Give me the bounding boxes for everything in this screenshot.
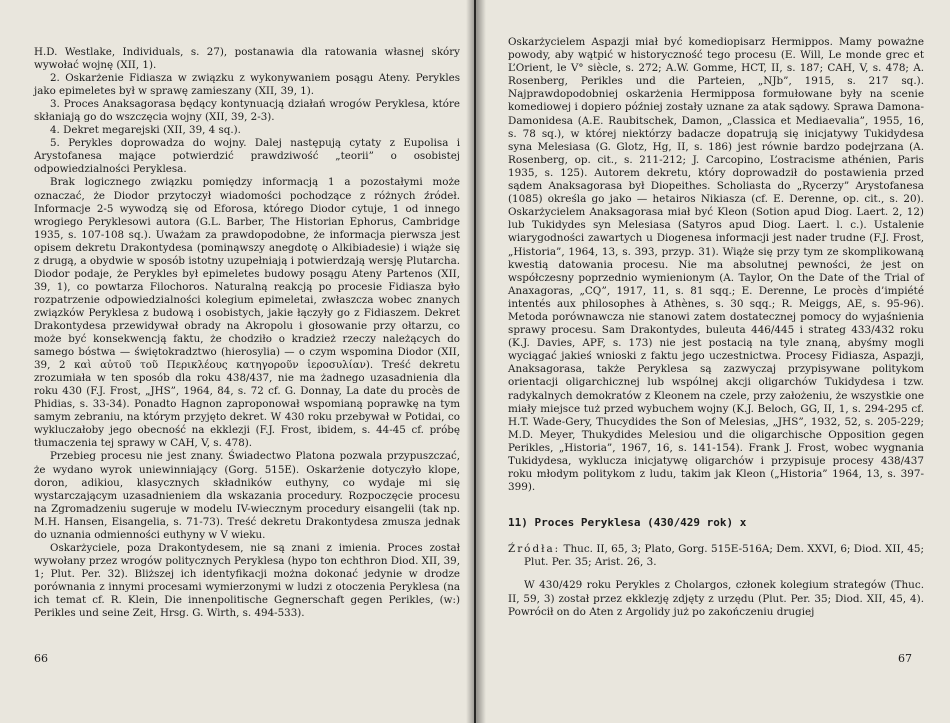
book-gutter bbox=[466, 0, 486, 723]
paragraph: W 430/429 roku Perykles z Cholargos, członek kolegium strategów (Thuc. II, 59, 3) został przez ekklezję zdjęty z urzędu (Plut. Per. 35; Diod. XII, 45, 4). Powrócił on do Aten z Argolidy już po zakończeniu drugiej bbox=[508, 579, 924, 618]
section-heading: 11) Proces Peryklesa (430/429 rok) x bbox=[508, 516, 747, 530]
paragraph: 5. Perykles doprowadza do wojny. Dalej następują cytaty z Eupolisa i Arystofanesa mające potwierdzić prawdziwość „teorii” o osobistej odpowiedzialności Peryklesa. bbox=[34, 137, 460, 176]
paragraph: Oskarżyciele, poza Drakontydesem, nie są znani z imienia. Proces został wywołany przez wrogów politycznych Peryklesa (hypo ton echthron Diod. XII, 39, 1; Plut. Per. 32). Bliższej ich identyfikacji można dokonać jedynie w drodze porównania z innymi procesami wymierzonymi w ludzi z otoczenia Peryklesa (na ich temat cf. R. Klein, Die innenpolitische Gegnerschaft gegen Perikles, (w:) Perikles und seine Zeit, Hrsg. G. Wirth, s. 494-533). bbox=[34, 541, 460, 620]
sources-text: Thuc. II, 65, 3; Plato, Gorg. 515E-516A; Dem. XXVI, 6; Diod. XII, 45; Plut. Per. 35; Arist. 26, 3. bbox=[524, 543, 924, 569]
page-number: 66 bbox=[34, 652, 48, 665]
left-page bbox=[0, 0, 474, 723]
paragraph: 3. Proces Anaksagorasa będący kontynuacją działań wrogów Peryklesa, które skłaniają go do wszczęcia wojny (XII, 39, 2-3). bbox=[34, 98, 460, 124]
paragraph: H.D. Westlake, Individuals, s. 27), postanawia dla ratowania własnej skóry wywołać wojnę (XII, 1). bbox=[34, 46, 460, 72]
paragraph: Oskarżycielem Aspazji miał być komediopisarz Hermippos. Mamy poważne powody, aby wątpić w historyczność tego procesu (E. Will, Le monde grec et L’Orient, le V° siècle, s. 272; A.W. Gomme, HCT, II, s. 187; CAH, V, s. 478; A. Rosenberg, Perikles und die Parteien, „NJb”, 1915, s. 217 sq.). Najprawdopodobniej oskarżenia Hermipposa formułowane były na scenie komediowej i dopiero później zostały uznane za atak sądowy. Sprawa Damona-Damonidesa (A.E. Raubitschek, Damon, „Classica et Mediaevalia”, 1955, 16, s. 78 sq.), w której niektórzy badacze dopatrują się inicjatywy Tukidydesa syna Melesiasa (G. Glotz, Hg, II, s. 186) jest równie bardzo podejrzana (A. Rosenberg, op. cit., s. 211-212; J. Carcopino, L’ostracisme athénien, Paris 1935, s. 125). Autorem dekretu, który doprowadził do postawienia przed sądem Anaksagorasa był Diopeithes. Scholiasta do „Rycerzy” Arystofanesa (1085) określa go jako — hetairos Nikiasza (cf. E. Derenne, op. cit., s. 20). Oskarżycielem Anaksagorasa miał być Kleon (Sotion apud Diog. Laert. 2, 12) lub Tukidydes syn Melesiasa (Satyros apud Diog. Laert. l. c.). Ustalenie wiarygodności zawartych u Diogenesa informacji jest nader trudne (F.J. Frost, „Historia”, 1964, 13, s. 393, przyp. 31). Wiąże się przy tym ze skomplikowaną kwestią datowania procesu. Nie ma absolutnej pewności, że jest on współczesny poprzednio wymienionym (A. Taylor, On the Date of the Trial of Anaxagoras, „CQ”, 1917, 11, s. 81 sqq.; E. Derenne, Le procès d’impiété intentés aux philosophes à Athènes, s. 30 sqq.; R. Meiggs, AE, s. 95-96). Metoda porównawcza nie stanowi zatem dostatecznej pomocy do wyjaśnienia sprawy procesu. Sam Drakontydes, buleuta 446/445 i strateg 433/432 roku (K.J. Davies, APF, s. 173) nie jest postacią na tyle znaną, abyśmy mogli wyciągać jakieś wnioski z faktu jego uczestnictwa. Procesy Fidiasza, Aspazji, Anaksagorasa, także Peryklesa są zazwyczaj przypisywane politykom orientacji oligarchicznej lub wspólnej akcji oligarchów Tukidydesa i tzw. radykalnych demokratów z Kleonem na czele, przy założeniu, że wszystkie one miały miejsce tuż przed wybuchem wojny (K.J. Beloch, GG, II, 1, s. 294-295 cf. H.T. Wade-Gery, Thucydides the Son of Melesias, „JHS”, 1932, 52, s. 205-229; M.D. Meyer, Thukydides Melesiou und die oligarchische Opposition gegen Perikles, „Historia”, 1967, 16, s. 141-154). Frank J. Frost, wobec wygnania Tukidydesa, wyklucza inicjatywę oligarchów i przypisuje procesy 438/437 roku młodym politykom z ludu, takim jak Kleon („Historia” 1964, 13, s. 397-399). bbox=[508, 36, 924, 494]
paragraph: 2. Oskarżenie Fidiasza w związku z wykonywaniem posągu Ateny. Perykles jako epimeletes był w sprawę zamieszany (XII, 39, 1). bbox=[34, 72, 460, 98]
page-number: 67 bbox=[898, 652, 912, 665]
right-page bbox=[476, 0, 950, 723]
paragraph: Brak logicznego związku pomiędzy informacją 1 a pozostałymi może oznaczać, że Diodor przytoczył wiadomości pochodzące z różnych źródeł. Informacje 2-5 wywodzą się od Eforosa, którego Diodor cytuje, 1 od innego wrogiego Peryklesowi autora (G.L. Barber, The Historian Ephorus, Cambridge 1935, s. 107-108 sq.). Uważam za prawdopodobne, że informacja pierwsza jest opisem dekretu Drakontydesa (pominąwszy anegdotę o Alkibiadesie) i wiąże się z drugą, a obydwie w sposób istotny uzupełniają i potwierdzają wersję Plutarcha. Diodor podaje, że Perykles był epimeletes budowy posągu Ateny Partenos (XII, 39, 1), co powtarza Filochoros. Naturalną reakcją po procesie Fidiasza było rozpatrzenie odpowiedzialności kolegium epimeletai, zwłaszcza wobec znanych związków Peryklesa z budową i osobistych, jakie łączyły go z Fidiaszem. Dekret Drakontydesa przewidywał obrady na Akropolu i głosowanie przy ołtarzu, co może być konsekwencją faktu, że chodziło o kradzież rzeczy należących do samego bóstwa — świętokradztwo (hierosylia) — o czym wspomina Diodor (XII, 39, 2 καὶ αὐτοῦ τοῦ Περικλέους κατηγοροῦν ἱεροσυλίαν). Treść dekretu zrozumiała w ten sposób dla roku 438/437, nie ma żadnego uzasadnienia dla roku 430 (F.J. Frost, „JHS”, 1964, 84, s. 72 cf. G. Donnay, La date du procès de Phidias, s. 33-34). Ponadto Hagnon zaproponował wspomianą poprawkę na tym samym zebraniu, na którym przyjęto dekret. W 430 roku przebywał w Potidai, co wykluczałoby jego obecność na ekklezji (F.J. Frost, ibidem, s. 44-45 cf. próbę tłumaczenia tej sprawy w CAH, V, s. 478). bbox=[34, 176, 460, 450]
sources-label: Źródła: bbox=[508, 543, 561, 556]
paragraph: 4. Dekret megarejski (XII, 39, 4 sq.). bbox=[50, 124, 241, 137]
sources-line bbox=[508, 543, 924, 569]
paragraph: Przebieg procesu nie jest znany. Świadectwo Platona pozwala przypuszczać, że wydano wyrok uniewinniający (Gorg. 515E). Oskarżenie dotyczyło klope, doron, adikiou, klasycznych składników euthyny, co wydaje mi się wystarczającym uzasadnieniem dla wskazania procedury. Rozpoczęcie procesu na Zgromadzeniu sugeruje w modelu IV-wiecznym procedury eisangelii (tak np. M.H. Hansen, Eisangelia, s. 71-73). Treść dekretu Drakontydesa zmusza jednak do uznania odmienności euthyny w V wieku. bbox=[34, 450, 460, 541]
